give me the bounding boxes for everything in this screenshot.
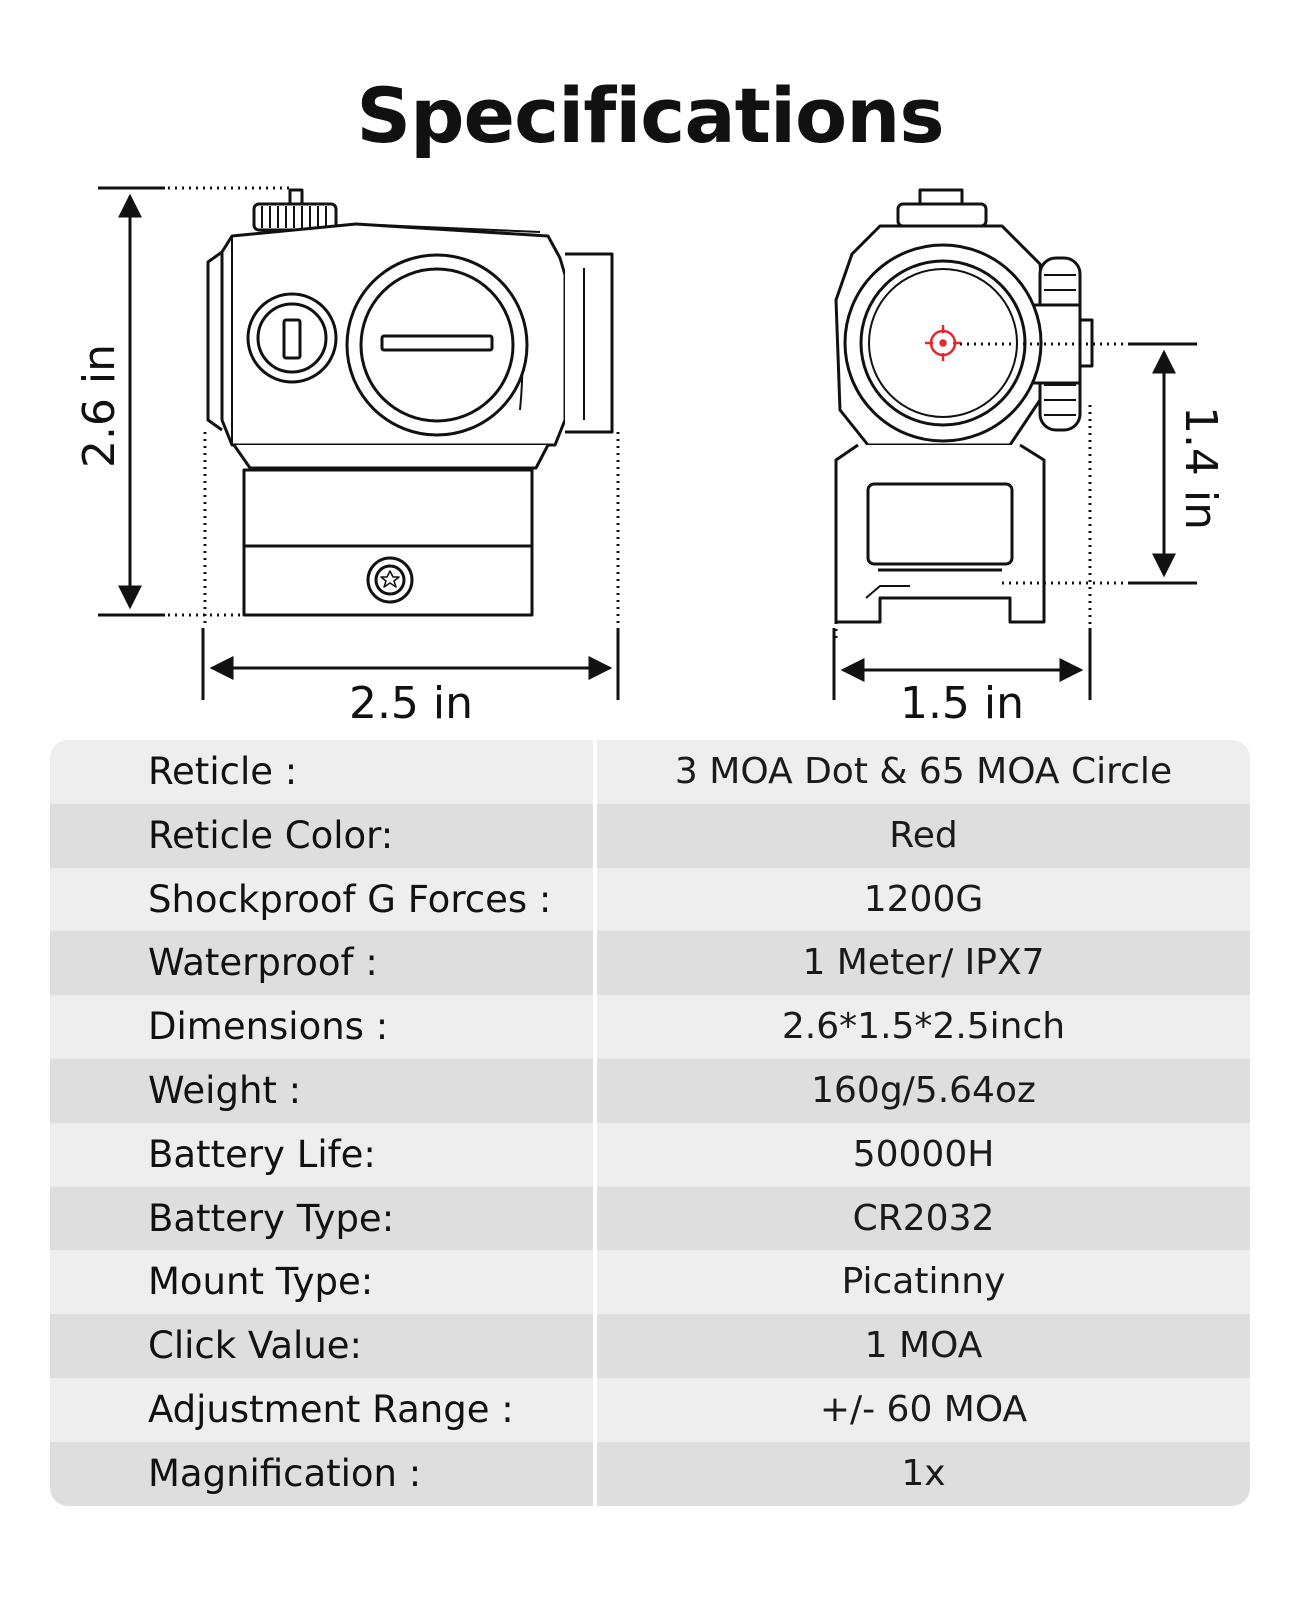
spec-value: 1 MOA [864,1325,983,1367]
spec-label: Click Value: [148,1324,362,1368]
page-title: Specifications [356,71,944,160]
spec-row-battery-life [50,1123,1250,1187]
front-view-drawing [836,190,1092,622]
spec-row-shockproof [50,868,1250,932]
spec-label: Adjustment Range : [148,1387,514,1431]
spec-label: Weight : [148,1068,302,1112]
spec-row-mount-type [50,1250,1250,1314]
spec-label: Reticle : [148,750,298,793]
spec-value: Red [889,814,958,856]
spec-value: Picatinny [841,1261,1006,1303]
spec-row-weight [50,1059,1250,1123]
dimension-optical-height-label: 1.4 in [1175,405,1226,531]
spec-label: Dimensions : [148,1005,389,1049]
spec-label: Mount Type: [148,1260,374,1304]
spec-row-adjustment-range [50,1378,1250,1442]
dimension-height-label: 2.6 in [74,343,125,469]
spec-value: 2.6*1.5*2.5inch [781,1006,1066,1048]
spec-table [50,740,1250,1506]
spec-value: 1x [901,1452,946,1494]
spec-label: Waterproof : [148,941,378,985]
spec-row-reticle-color [50,804,1250,868]
dimension-width-label: 1.5 in [899,678,1025,729]
spec-label: Battery Life: [148,1132,376,1176]
spec-row-battery-type [50,1187,1250,1251]
spec-label: Battery Type: [148,1196,395,1240]
spec-row-click-value [50,1314,1250,1378]
sight-diagram [0,0,1300,720]
spec-value: 50000H [852,1133,995,1175]
spec-row-dimensions [50,995,1250,1059]
side-view-drawing [208,190,612,615]
spec-value: 1200G [863,878,984,920]
spec-value: 1 Meter/ IPX7 [802,942,1045,984]
spec-row-reticle [50,740,1250,804]
spec-label: Shockproof G Forces : [148,877,552,921]
spec-value: 3 MOA Dot & 65 MOA Circle [674,751,1173,792]
spec-label: Reticle Color: [148,813,394,857]
spec-row-magnification [50,1442,1250,1506]
spec-value: +/- 60 MOA [819,1388,1028,1430]
spec-value: CR2032 [852,1197,995,1239]
spec-row-waterproof [50,931,1250,995]
spec-label: Magnification : [148,1451,422,1495]
dimension-length-label: 2.5 in [348,678,474,729]
spec-value: 160g/5.64oz [811,1069,1036,1111]
